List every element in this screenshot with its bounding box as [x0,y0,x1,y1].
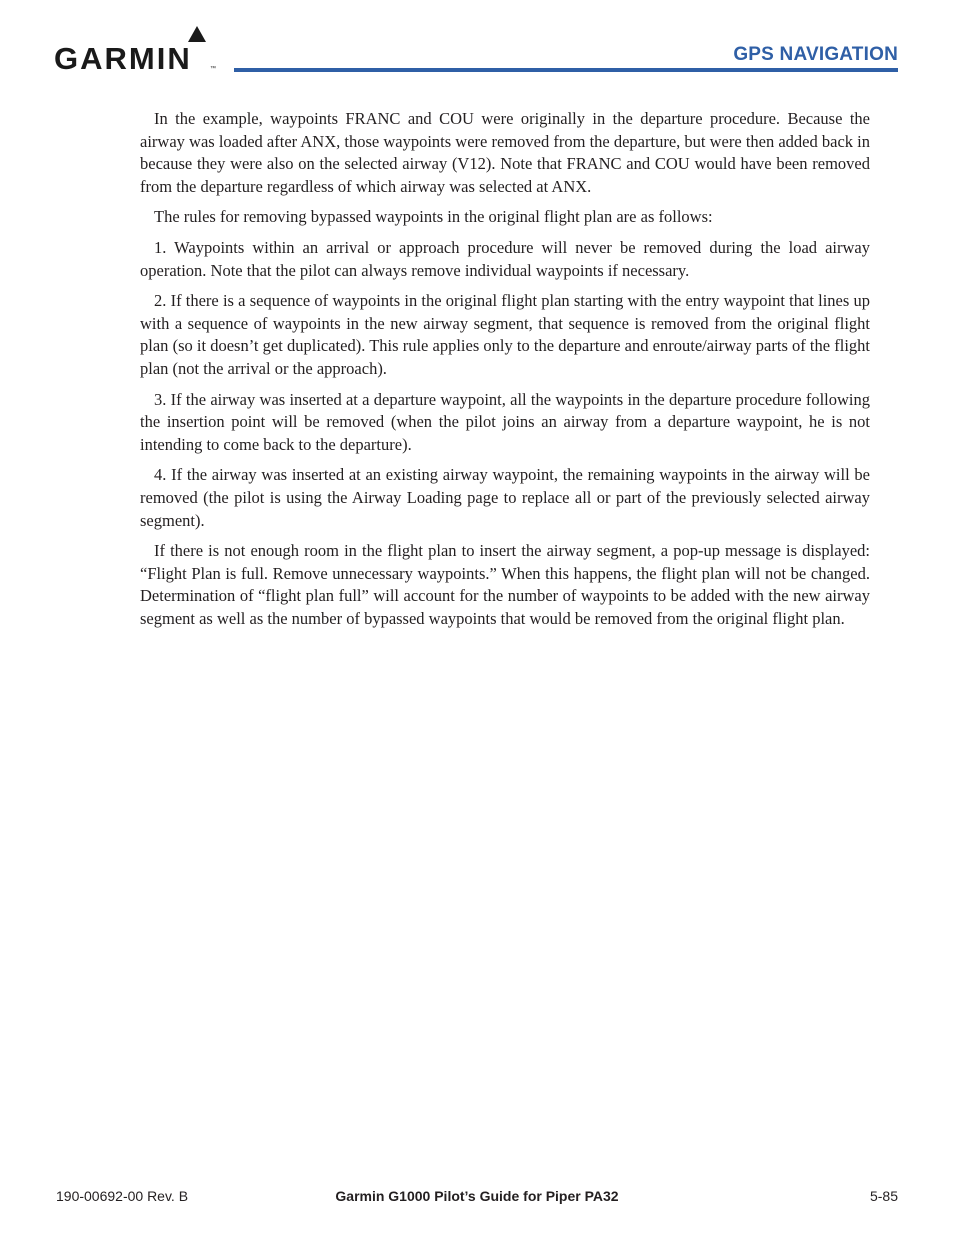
page-footer [56,1188,898,1210]
garmin-logo-triangle-icon [188,26,206,42]
page-number: 5-85 [869,1188,898,1204]
page-body [140,108,870,638]
garmin-logo-text: GARMIN [54,41,192,76]
paragraph-rule-4: 4. If the airway was inserted at an existing airway waypoint, the remaining waypoints in the airway will be removed (the pilot is using the Airway Loading page to replace all or part of the previously selected airway segment). [140,465,870,530]
header-rule [234,68,898,72]
paragraph-rule-2: 2. If there is a sequence of waypoints in the original flight plan starting with the entry waypoint that lines up with a sequence of waypoints in the new airway segment, that sequence is removed from the original flight plan (so it doesn’t get duplicated). This rule applies only to the departure and enroute/airway parts of the flight plan (not the arrival or the approach). [140,291,870,378]
trademark-symbol: ™ [210,66,216,72]
document-number: 190-00692-00 Rev. B [56,1188,189,1204]
paragraph-example: In the example, waypoints FRANC and COU were originally in the departure procedure. Because the airway was loaded after ANX, those waypoints were removed from the departure, but were then added back in because they were also on the selected airway (V12). Note that FRANC and COU would have been removed from the departure regardless of which airway was selected at ANX. [140,109,870,196]
paragraph-rule-3: 3. If the airway was inserted at a departure waypoint, all the waypoints in the departure procedure following the insertion point will be removed (when the pilot joins an airway from a departure waypoint, he is not intending to come back to the departure). [140,389,870,454]
section-title: GPS NAVIGATION [733,44,898,65]
garmin-logo [54,24,224,76]
paragraph-flight-plan-full: If there is not enough room in the flight plan to insert the airway segment, a pop-up message is displayed: “Flight Plan is full. Remove unnecessary waypoints.” When this happens, the flight plan will not be changed. Determination of “flight plan full” will account for the number of waypoints to be added with the new airway segment as well as the number of bypassed waypoints that would be removed from the original flight plan. [140,541,870,628]
paragraph-rule-1: 1. Waypoints within an arrival or approach procedure will never be removed during the load airway operation. Note that the pilot can always remove individual waypoints if necessary. [140,237,870,280]
document-title: Garmin G1000 Pilot’s Guide for Piper PA32 [335,1188,619,1204]
paragraph-rules-intro: The rules for removing bypassed waypoints in the original flight plan are as follows: [154,207,713,227]
